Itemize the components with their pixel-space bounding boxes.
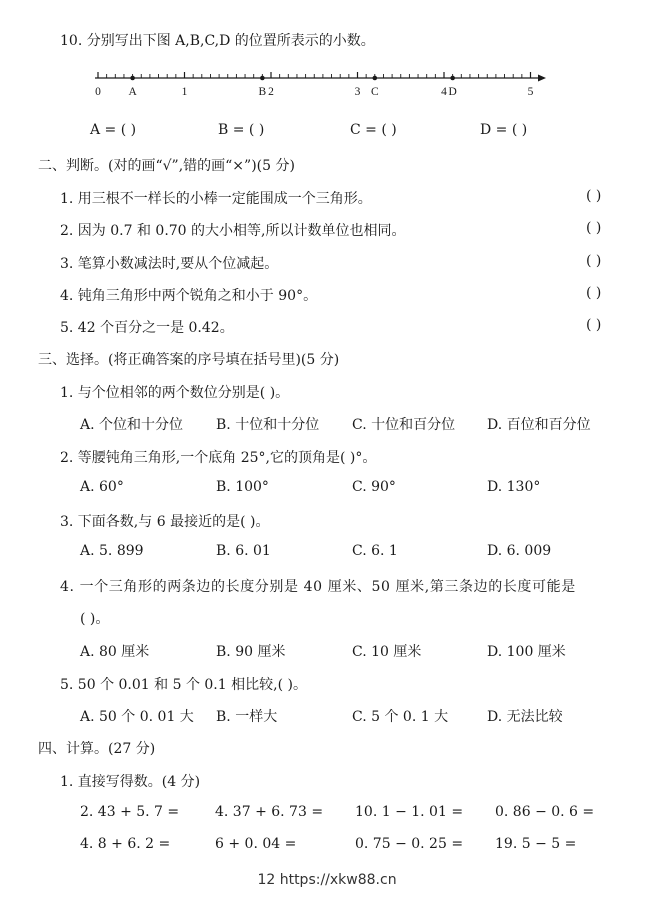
choice-q5-option-a[interactable]: A. 50 个 0. 01 大 xyxy=(80,709,194,725)
judge-item-1: 1. 用三根不一样长的小棒一定能围成一个三角形。 xyxy=(60,191,372,207)
choice-q2-option-d[interactable]: D. 130° xyxy=(487,479,541,495)
judge-paren-3[interactable]: ( ) xyxy=(586,253,602,269)
choice-q4-blank: ( )。 xyxy=(80,611,110,627)
q10-answer-c[interactable]: C = ( ) xyxy=(350,122,397,138)
judge-paren-4[interactable]: ( ) xyxy=(586,285,602,301)
choice-q4-option-d[interactable]: D. 100 厘米 xyxy=(487,644,566,660)
section4-heading: 四、计算。(27 分) xyxy=(38,741,156,757)
choice-q2-option-a[interactable]: A. 60° xyxy=(80,479,124,495)
choice-q4-option-a[interactable]: A. 80 厘米 xyxy=(80,644,150,660)
choice-q2: 2. 等腰钝角三角形,一个底角 25°,它的顶角是( )°。 xyxy=(60,450,377,466)
calc-row2-2: 6 + 0. 04 = xyxy=(215,836,297,852)
choice-q2-option-c[interactable]: C. 90° xyxy=(352,479,396,495)
number-line xyxy=(0,66,654,106)
choice-q2-option-b[interactable]: B. 100° xyxy=(216,479,269,495)
judge-item-2: 2. 因为 0.7 和 0.70 的大小相等,所以计数单位也相同。 xyxy=(60,223,406,239)
choice-q3-option-c[interactable]: C. 6. 1 xyxy=(352,543,398,559)
calc-row2-3: 0. 75 − 0. 25 = xyxy=(355,836,464,852)
choice-q5: 5. 50 个 0.01 和 5 个 0.1 相比较,( )。 xyxy=(60,677,307,693)
number-line-label: D xyxy=(448,86,457,98)
number-line-label: 5 xyxy=(527,86,534,98)
choice-q1-option-a[interactable]: A. 个位和十分位 xyxy=(80,417,184,433)
judge-item-4: 4. 钝角三角形中两个锐角之和小于 90°。 xyxy=(60,288,318,304)
choice-q3-option-b[interactable]: B. 6. 01 xyxy=(216,543,271,559)
choice-q3-option-a[interactable]: A. 5. 899 xyxy=(80,543,144,559)
number-line-label: C xyxy=(370,86,379,98)
judge-paren-1[interactable]: ( ) xyxy=(586,188,602,204)
number-line-ticks xyxy=(98,72,531,80)
calc-sub1: 1. 直接写得数。(4 分) xyxy=(60,774,201,790)
choice-q1: 1. 与个位相邻的两个数位分别是( )。 xyxy=(60,385,290,401)
choice-q4-option-b[interactable]: B. 90 厘米 xyxy=(216,644,286,660)
q10-title: 10. 分别写出下图 A,B,C,D 的位置所表示的小数。 xyxy=(60,33,375,49)
choice-q5-option-b[interactable]: B. 一样大 xyxy=(216,709,278,725)
choice-q5-option-d[interactable]: D. 无法比较 xyxy=(487,709,563,725)
calc-row2-4: 19. 5 − 5 = xyxy=(495,836,577,852)
choice-q3-option-d[interactable]: D. 6. 009 xyxy=(487,543,552,559)
choice-q4-option-c[interactable]: C. 10 厘米 xyxy=(352,644,422,660)
choice-q4: 4. 一个三角形的两条边的长度分别是 40 厘米、50 厘米,第三条边的长度可能是 xyxy=(60,579,576,595)
number-line-labels xyxy=(95,86,534,98)
calc-row2-1: 4. 8 + 6. 2 = xyxy=(80,836,171,852)
number-line-arrow xyxy=(538,75,546,82)
calc-row1-1: 2. 43 + 5. 7 = xyxy=(80,804,180,820)
calc-row1-2: 4. 37 + 6. 73 = xyxy=(215,804,324,820)
q10-answer-d[interactable]: D = ( ) xyxy=(480,122,528,138)
judge-item-3: 3. 笔算小数减法时,要从个位减起。 xyxy=(60,256,279,272)
choice-q1-option-d[interactable]: D. 百位和百分位 xyxy=(487,417,591,433)
number-line-label: 1 xyxy=(181,86,188,98)
choice-q1-option-b[interactable]: B. 十位和十分位 xyxy=(216,417,320,433)
section2-heading: 二、判断。(对的画“√”,错的画“×”)(5 分) xyxy=(38,158,295,174)
number-line-label: B xyxy=(258,86,267,98)
calc-row1-4: 0. 86 − 0. 6 = xyxy=(495,804,595,820)
choice-q1-option-c[interactable]: C. 十位和百分位 xyxy=(352,417,456,433)
number-line-label: A xyxy=(128,86,137,98)
choice-q5-option-c[interactable]: C. 5 个 0. 1 大 xyxy=(352,709,449,725)
choice-q3: 3. 下面各数,与 6 最接近的是( )。 xyxy=(60,514,270,530)
number-line-label: 3 xyxy=(354,86,361,98)
page-footer: 12 https://xkw88.cn xyxy=(257,872,397,888)
number-line-label: 0 xyxy=(95,86,101,98)
judge-item-5: 5. 42 个百分之一是 0.42。 xyxy=(60,320,234,336)
number-line-label: 2 xyxy=(268,86,274,98)
section3-heading: 三、选择。(将正确答案的序号填在括号里)(5 分) xyxy=(38,352,340,368)
number-line-label: 4 xyxy=(441,86,447,98)
judge-paren-2[interactable]: ( ) xyxy=(586,220,602,236)
q10-answer-b[interactable]: B = ( ) xyxy=(218,122,265,138)
calc-row1-3: 10. 1 − 1. 01 = xyxy=(355,804,464,820)
q10-answer-a[interactable]: A = ( ) xyxy=(90,122,137,138)
judge-paren-5[interactable]: ( ) xyxy=(586,317,602,333)
